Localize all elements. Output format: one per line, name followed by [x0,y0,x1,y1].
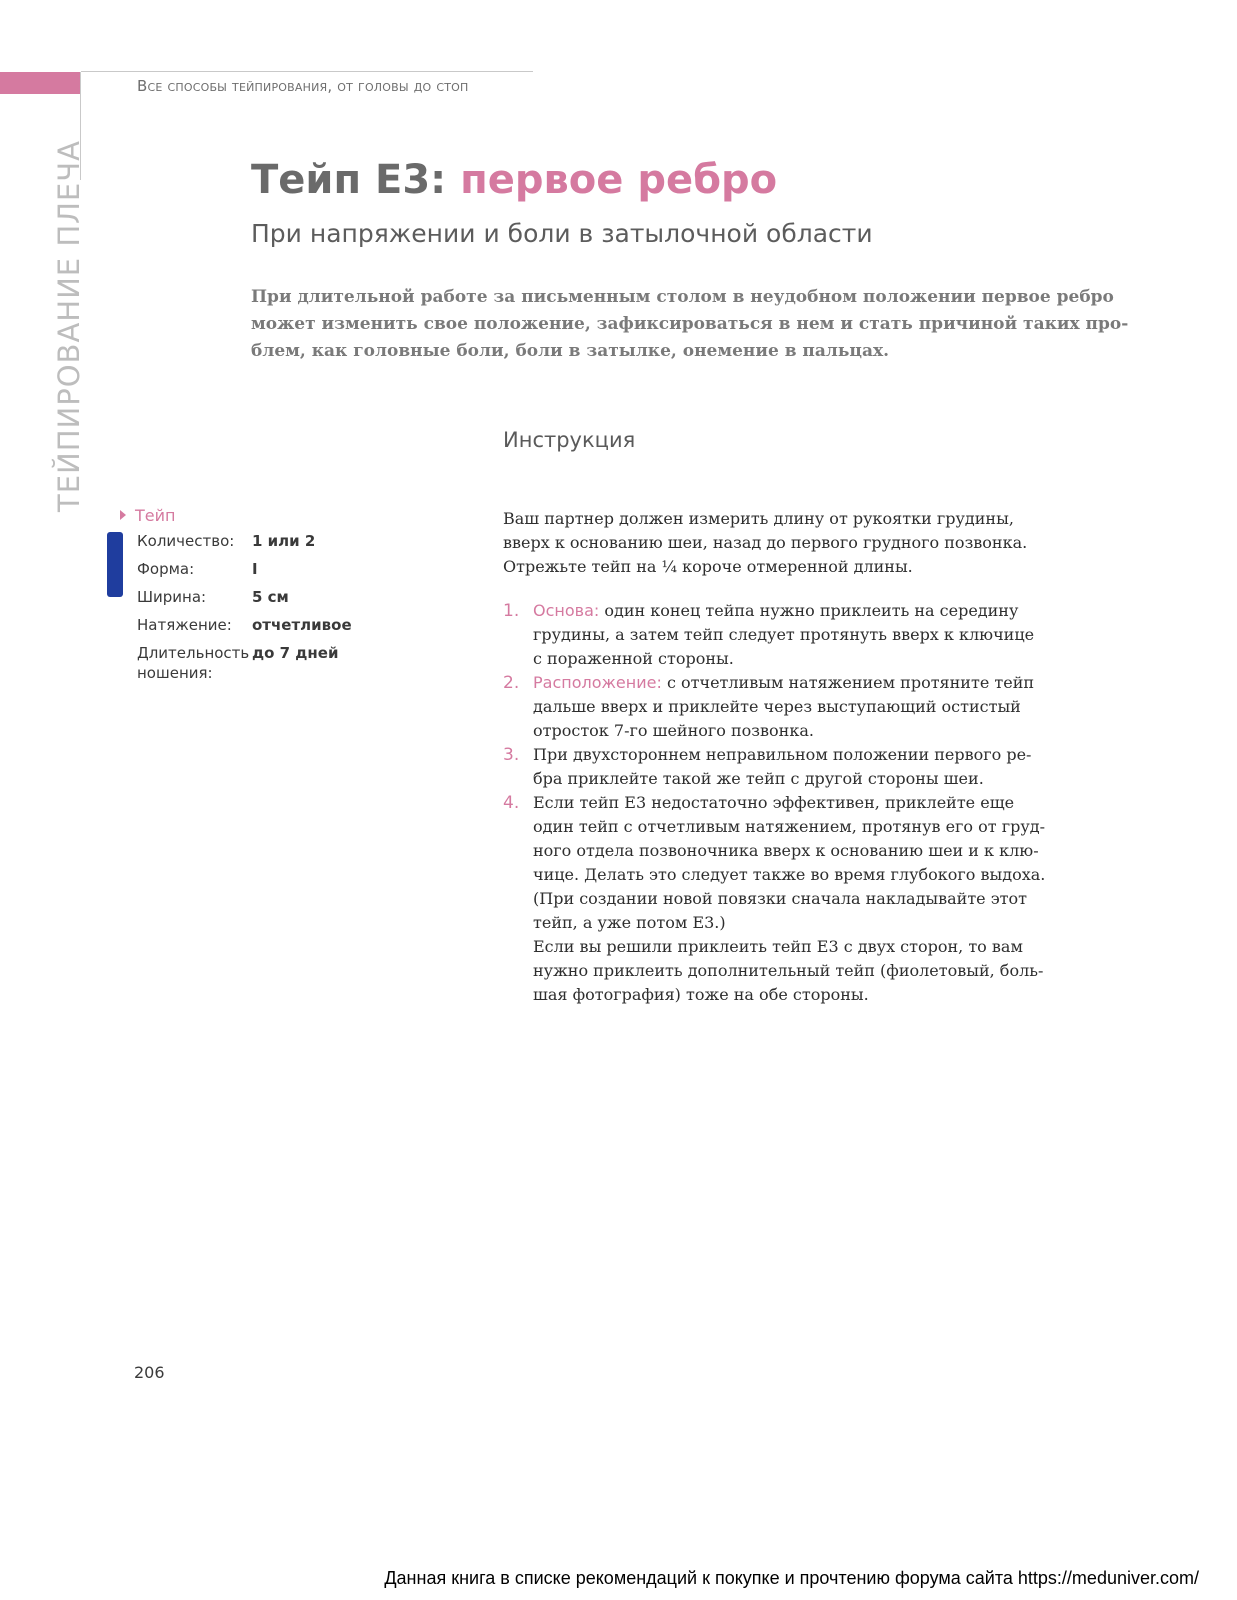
step-line: бра приклейте такой же тейп с другой стороны шеи. [533,769,984,788]
step-keyword: Основа: [533,601,600,620]
intro-line: блем, как головные боли, боли в затылке, онемение в пальцах. [251,341,890,361]
step-line: чице. Делать это следует также во время глубокого выдоха. [533,865,1046,884]
step-item [503,743,1063,791]
intro-paragraph [251,284,1129,365]
section-color-tab [0,72,81,94]
spec-label: Натяжение: [137,616,232,634]
body-line: вверх к основанию шеи, назад до первого грудного позвонка. [503,533,1028,552]
step-line: Если вы решили приклеить тейп E3 с двух сторон, то вам [533,937,1023,956]
spec-label: Длительность ношения: [137,644,250,682]
step-line: тейп, а уже потом E3.) [533,913,726,932]
step-line: При двухстороннем неправильном положении первого ре- [533,745,1032,764]
spec-value: 5 см [252,588,289,606]
page-title [251,155,777,205]
title-accent: первое ребро [460,157,778,203]
step-line: Если тейп E3 недостаточно эффективен, приклейте еще [533,793,1015,812]
spec-value: отчетливое [252,616,352,634]
spec-value: 1 или 2 [252,532,316,550]
step-number: 3. [503,745,520,765]
step-line: дальше вверх и приклейте через выступающий остистый [533,697,1021,716]
spec-label: Ширина: [137,588,207,606]
step-text: один конец тейпа нужно приклеить на середину [599,601,1019,620]
body-line: Ваш партнер должен измерить длину от рукоятки грудины, [503,509,1014,528]
step-keyword: Расположение: [533,673,662,692]
running-header: Все способы тейпирования, от головы до стоп [137,77,469,95]
step-line: ного отдела позвоночника вверх к основанию шеи и к клю- [533,841,1039,860]
intro-line: При длительной работе за письменным столом в неудобном положении первое ребро [251,287,1114,307]
page-number: 206 [134,1363,165,1382]
intro-line: может изменить свое положение, зафиксироваться в нем и стать причиной таких про- [251,314,1129,334]
step-number: 1. [503,601,520,621]
step-line: отросток 7-го шейного позвонка. [533,721,814,740]
step-line: шая фотография) тоже на обе стороны. [533,985,869,1004]
step-text: с отчетливым натяжением протяните тейп [661,673,1035,692]
tape-color-swatch [107,532,123,597]
step-line [533,671,1063,695]
step-item [503,671,1063,743]
step-item [503,791,1063,1007]
section-label: ТЕЙПИРОВАНИЕ ПЛЕЧА [52,140,86,512]
step-line: с пораженной стороны. [533,649,734,668]
spec-label: Количество: [137,532,235,550]
tape-heading [120,506,175,525]
step-item [503,599,1063,671]
step-line: грудины, а затем тейп следует протянуть вверх к ключице [533,625,1035,644]
instructions-intro [503,507,1063,579]
footer-note: Данная книга в списке рекомендаций к покупке и прочтению форума сайта https://meduniver.com/ [384,1568,1199,1588]
header-rule [81,71,533,72]
step-line: один тейп с отчетливым натяжением, протянув его от груд- [533,817,1046,836]
body-line: Отрежьте тейп на ¼ короче отмеренной длины. [503,557,913,576]
triangle-bullet-icon [120,510,126,520]
step-line: нужно приклеить дополнительный тейп (фиолетовый, боль- [533,961,1044,980]
title-prefix: Тейп E3: [251,157,447,203]
instruction-steps [503,599,1063,1007]
step-line [533,599,1063,623]
page-subtitle: При напряжении и боли в затылочной области [251,219,873,248]
tape-heading-label: Тейп [135,506,176,525]
spec-value: I [252,560,258,578]
step-line: (При создании новой повязки сначала накладывайте этот [533,889,1028,908]
instructions-heading: Инструкция [503,428,636,452]
step-number: 4. [503,793,520,813]
spec-value: до 7 дней [252,644,339,662]
spec-label: Форма: [137,560,195,578]
step-number: 2. [503,673,520,693]
